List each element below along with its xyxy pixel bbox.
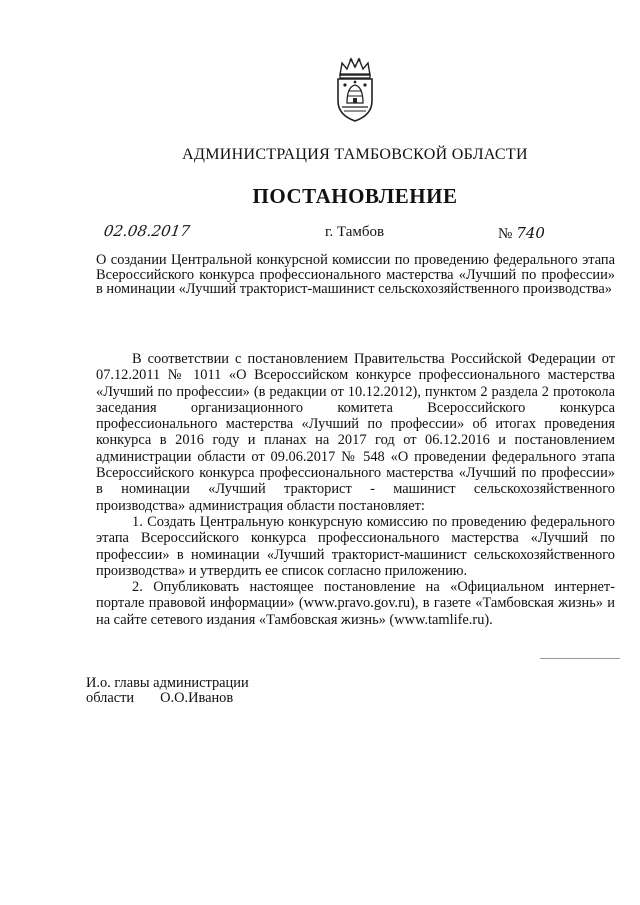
signatory-line2 <box>86 691 249 706</box>
organization-title: АДМИНИСТРАЦИЯ ТАМБОВСКОЙ ОБЛАСТИ <box>182 146 528 163</box>
number-value: 740 <box>516 224 545 242</box>
signatory-position-line2: области <box>86 690 135 706</box>
document-number <box>498 224 545 243</box>
clause-1-paragraph: 1. Создать Центральную конкурсную комиссию по проведению федерального этапа Всероссийского конкурса профессионального мастерства «Лучший по профессии» в номинации «Лучший тракторист-машинист сельскохозяйственного производства» и утвердить ее список согласно приложению. <box>96 513 615 579</box>
document-body <box>96 351 615 628</box>
coat-of-arms-icon <box>330 57 380 123</box>
document-city: г. Тамбов <box>325 224 385 240</box>
scan-artifact-line <box>540 658 620 659</box>
number-label: № <box>498 226 513 242</box>
document-date: 02.08.2017 <box>102 222 192 240</box>
preamble-paragraph: В соответствии с постановлением Правительства Российской Федерации от 07.12.2011 № 1011 «О Всероссийском конкурсе профессионального мастерства «Лучший по профессии» (в редакции от 10.12.2012), пунктом 2 раздела 2 протокола заседания организационного комитета Всероссийского конкурса профессионального мастерства «Лучший по профессии» об итогах проведения конкурса в 2016 году и планах на 2017 год от 06.12.2016 и постановлением администрации области от 09.06.2017 № 548 «О проведении федерального этапа Всероссийского конкурса профессионального мастерства «Лучший по профессии» в номинации «Лучший тракторист - машинист сельскохозяйственного производства» администрация области постановляет: <box>96 351 615 514</box>
clause-2-paragraph: 2. Опубликовать настоящее постановление на «Официальном интернет-портале правовой информации» (www.pravo.gov.ru), в газете «Тамбовская жизнь» и на сайте сетевого издания «Тамбовская жизнь» (www.tamlife.ru). <box>96 579 615 628</box>
signatory-position-line1: И.о. главы администрации <box>86 675 249 691</box>
document-type-title: ПОСТАНОВЛЕНИЕ <box>252 184 458 208</box>
signatory-name: О.О.Иванов <box>160 690 234 706</box>
document-subject: О создании Центральной конкурсной комиссии по проведению федерального этапа Всероссийского конкурса профессионального мастерства «Лучший по профессии» в номинации «Лучший тракторист-машинист сельскохозяйственного производства» <box>96 252 615 298</box>
signature-block <box>86 676 249 706</box>
